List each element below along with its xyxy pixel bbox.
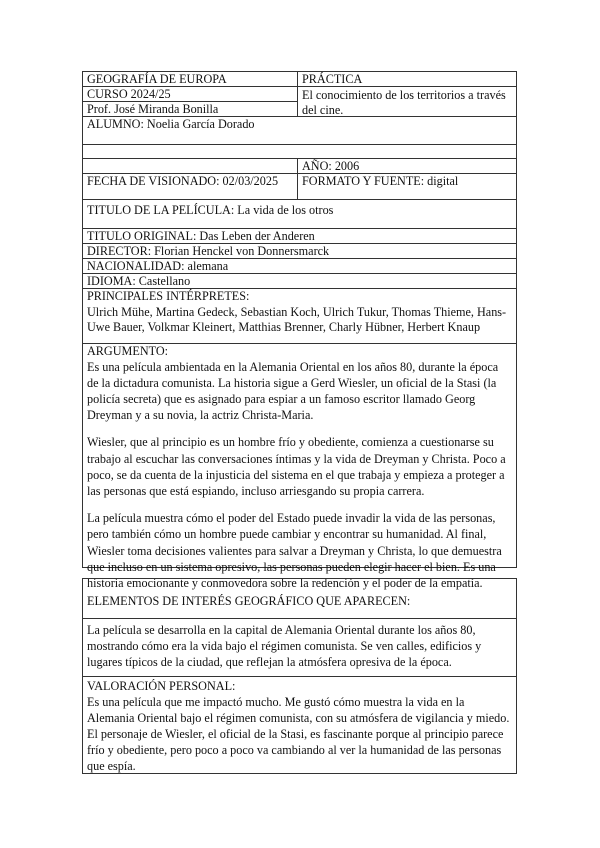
nationality-cell	[82, 258, 517, 274]
subject: GEOGRAFÍA DE EUROPA	[87, 72, 227, 86]
director-cell	[82, 243, 517, 259]
director: DIRECTOR: Florian Henckel von Donnersmarck	[87, 244, 330, 258]
format-source: FORMATO Y FUENTE: digital	[302, 174, 459, 188]
nationality: NACIONALIDAD: alemana	[87, 259, 229, 273]
original-title: TITULO ORIGINAL: Das Leben der Anderen	[87, 229, 315, 243]
professor: Prof. José Miranda Bonilla	[87, 102, 219, 116]
review-text: Es una película que me impactó mucho. Me gustó cómo muestra la vida en la Alemania Oriental bajo el régimen comunista, con su atmósfera de vigilancia y miedo. El personaje de Wiesler, el oficial de la Stasi, es fascinante porque al principio parece frío y obediente, pero poco a poco va cambiando al ver la humanidad de las personas que espía.	[87, 694, 510, 774]
review-cell	[82, 676, 517, 774]
film-title: TITULO DE LA PELÍCULA: La vida de los otros	[87, 203, 334, 217]
plot-cell	[82, 343, 517, 590]
practice-title: El conocimiento de los territorios a través del cine.	[302, 88, 506, 117]
practice-label: PRÁCTICA	[302, 72, 363, 86]
cast-cell	[82, 288, 517, 344]
plot-paragraph-2: Wiesler, que al principio es un hombre frío y obediente, comienza a cuestionarse su trabajo al escuchar las conversaciones íntimas y la vida de Dreyman y Christa. Poco a poco, se da cuenta de la injusticia del sistema en el que trabaja y empieza a proteger a las personas que está espiando, incluso arriesgando su propia carrera.	[87, 435, 506, 498]
geo-label: ELEMENTOS DE INTERÉS GEOGRÁFICO QUE APARECEN:	[87, 594, 411, 608]
spacer-cell	[82, 144, 517, 159]
plot-label: ARGUMENTO:	[87, 344, 169, 358]
course: CURSO 2024/25	[87, 87, 171, 101]
practice-label-cell	[297, 71, 517, 87]
plot-paragraph-1: Es una película ambientada en la Alemania Oriental en los años 80, durante la época de la dictadura comunista. La historia sigue a Gerd Wiesler, un oficial de la Stasi (la policía secreta) que es asignado para espiar a un famoso escritor llamado Georg Dreyman y a su novia, la actriz Christa-Maria.	[87, 359, 499, 423]
cast-list: Ulrich Mühe, Martina Gedeck, Sebastian Koch, Ulrich Tukur, Thomas Thieme, Hans-Uwe Bauer, Volkmar Kleinert, Matthias Brenner, Charly Hübner, Herbert Knaup	[87, 304, 507, 334]
blank-cell	[82, 158, 298, 174]
year: AÑO: 2006	[302, 159, 360, 173]
geo-label-cell	[82, 578, 517, 619]
practice-title-cell	[297, 86, 517, 117]
subject-cell	[82, 71, 298, 87]
geo-text-cell	[82, 618, 517, 677]
student: ALUMNO: Noelia García Dorado	[87, 117, 255, 131]
film-title-cell	[82, 199, 517, 229]
course-cell	[82, 86, 298, 102]
plot-paragraph-3: La película muestra cómo el poder del Estado puede invadir la vida de las personas, pero también cómo un hombre puede cambiar y encontrar su humanidad. Al final, Wiesler toma decisiones valientes para salvar a Dreyman y Christa, lo que demuestra que incluso en un sistema opresivo, las personas pueden elegir hacer el bien. Es una historia emocionante y conmovedora sobre la redención y el poder de la empatía.	[87, 511, 502, 590]
geo-text: La película se desarrolla en la capital de Alemania Oriental durante los años 80, mostrando cómo era la vida bajo el régimen comunista. Se ven calles, edificios y lugares típicos de la ciudad, que reflejan la atmósfera opresiva de la época.	[87, 623, 482, 670]
viewing-date: FECHA DE VISIONADO: 02/03/2025	[87, 174, 279, 188]
cast-label: PRINCIPALES INTÉRPRETES:	[87, 289, 250, 303]
student-cell	[82, 116, 517, 145]
review-label: VALORACIÓN PERSONAL:	[87, 679, 236, 693]
original-title-cell	[82, 228, 517, 244]
format-cell	[297, 173, 517, 200]
language: IDIOMA: Castellano	[87, 274, 191, 288]
date-cell	[82, 173, 298, 200]
year-cell	[297, 158, 517, 174]
language-cell	[82, 273, 517, 289]
professor-cell	[82, 101, 298, 117]
